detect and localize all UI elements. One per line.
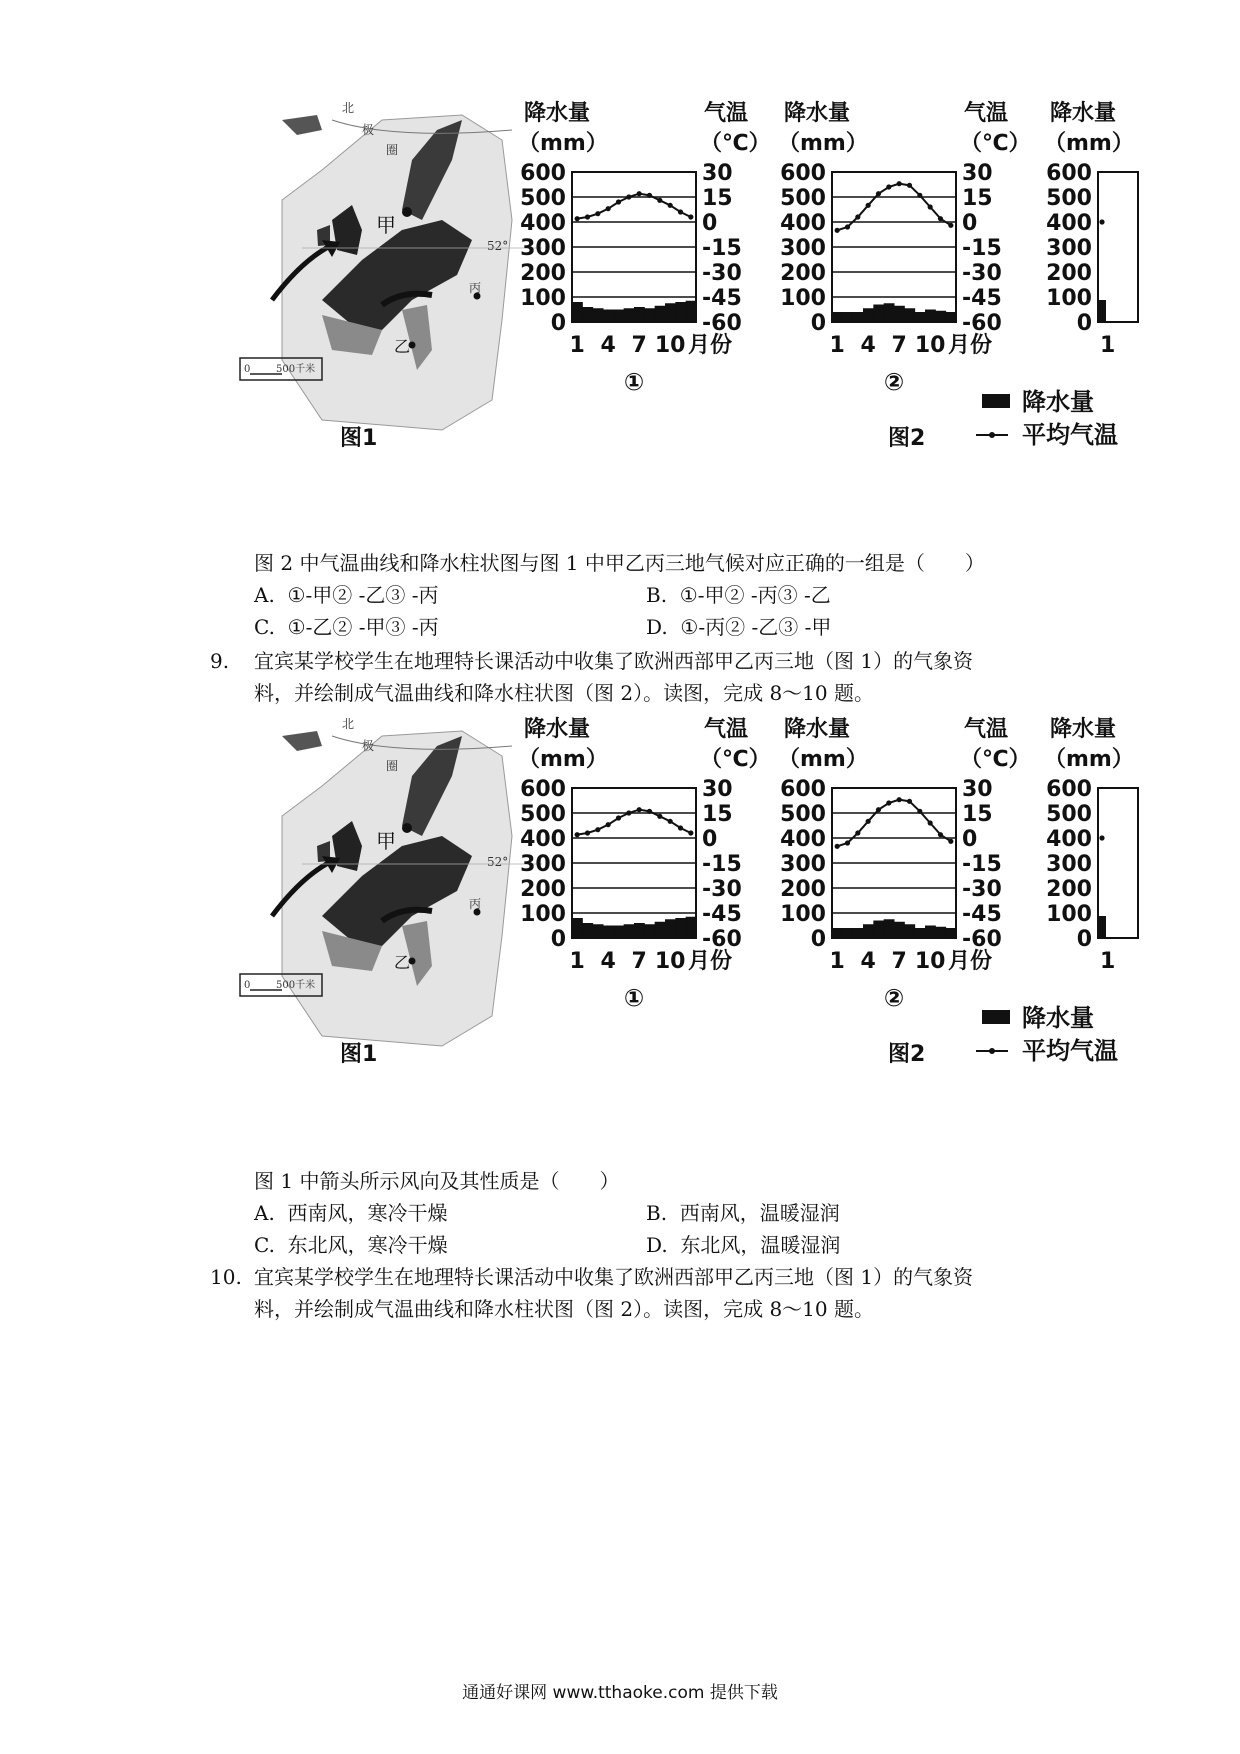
legend-temp-dot <box>989 1048 995 1054</box>
precip-tick-label: 300 <box>780 852 826 877</box>
q9-intro-line2: 料，并绘制成气温曲线和降水柱状图（图 2）。读图，完成 8～10 题。 <box>254 681 874 705</box>
chart-number-label: ② <box>883 984 905 1012</box>
legend-precip-swatch <box>982 1010 1010 1024</box>
precip-bar <box>915 928 926 938</box>
option-key: A. <box>254 583 275 607</box>
right-axis-unit: （℃） <box>700 747 771 772</box>
chart-number-label: ② <box>883 368 905 396</box>
month-tick-label: 7 <box>891 333 907 358</box>
precip-bar <box>644 308 655 322</box>
precip-bar <box>655 306 666 322</box>
precip-bar <box>863 924 874 938</box>
label-polar: 极 <box>362 739 375 753</box>
month-tick-label: 7 <box>631 333 647 358</box>
precip-tick-label: 500 <box>780 802 826 827</box>
left-axis-title: 降水量 <box>1050 717 1117 742</box>
label-jia: 甲 <box>376 829 396 853</box>
month-unit-label: 月份 <box>688 333 733 358</box>
precip-bar <box>894 306 905 322</box>
q8-stem: 图 2 中气温曲线和降水柱状图与图 1 中甲乙丙三地气候对应正确的一组是（ ） <box>254 551 985 575</box>
temp-tick-label: 0 <box>962 211 978 236</box>
left-axis-title: 降水量 <box>524 717 591 742</box>
option-text: 东北风，温暖湿润 <box>680 1233 841 1257</box>
temp-tick-label: -15 <box>962 236 1002 261</box>
option-text: 西南风，寒冷干燥 <box>287 1201 448 1225</box>
temp-point <box>897 797 902 802</box>
precip-tick-label: 100 <box>1046 286 1092 311</box>
precip-bar <box>915 312 926 322</box>
temp-tick-label: 15 <box>962 186 993 211</box>
legend-precip-swatch <box>982 394 1010 408</box>
precip-tick-label: 0 <box>550 311 566 336</box>
left-axis-unit: （mm） <box>518 747 608 772</box>
temp-point <box>678 209 683 214</box>
precip-bar <box>613 926 624 939</box>
precip-bar <box>634 307 645 322</box>
right-axis-unit: （℃） <box>960 131 1031 156</box>
temp-point <box>845 840 850 845</box>
precip-tick-label: 0 <box>1076 927 1092 952</box>
temp-tick-label: 15 <box>962 802 993 827</box>
precip-bar <box>624 308 635 322</box>
precip-tick-label: 600 <box>780 161 826 186</box>
precip-bar <box>572 918 583 938</box>
right-axis-title: 气温 <box>704 101 749 126</box>
temp-point <box>606 822 611 827</box>
precip-bar <box>853 928 864 938</box>
temp-point <box>917 193 922 198</box>
temp-point <box>835 228 840 233</box>
label-north: 北 <box>342 101 355 115</box>
precip-tick-label: 200 <box>1046 877 1092 902</box>
option-text: ①-甲② -丙③ -乙 <box>679 583 831 607</box>
q9-option-d[interactable] <box>646 1230 840 1260</box>
chart-number-label: ① <box>623 368 645 396</box>
precip-tick-label: 500 <box>520 802 566 827</box>
month-tick-label: 1 <box>1100 949 1116 974</box>
precip-tick-label: 100 <box>780 902 826 927</box>
label-52: 52° <box>487 855 509 869</box>
figure-svg-2 <box>244 716 1240 1116</box>
precip-bar <box>946 928 957 938</box>
plot-frame <box>1098 788 1138 938</box>
q9-option-c[interactable] <box>254 1230 448 1260</box>
precip-bar <box>644 924 655 938</box>
precip-tick-label: 0 <box>810 311 826 336</box>
option-text: ①-乙② -甲③ -丙 <box>287 615 439 639</box>
right-axis-unit: （℃） <box>700 131 771 156</box>
temp-tick-label: -15 <box>702 852 742 877</box>
temp-point <box>678 825 683 830</box>
precip-bar <box>603 926 614 939</box>
precip-tick-label: 0 <box>810 927 826 952</box>
point-jia <box>402 207 412 217</box>
temp-point <box>637 807 642 812</box>
temp-tick-label: -15 <box>702 236 742 261</box>
temp-point <box>855 214 860 219</box>
precip-tick-label: 300 <box>520 236 566 261</box>
temp-point <box>835 844 840 849</box>
precip-bar <box>925 926 936 939</box>
temp-point <box>876 191 881 196</box>
scale-start: 0 <box>244 364 251 375</box>
temp-tick-label: 30 <box>962 777 993 802</box>
temp-point <box>575 216 580 221</box>
month-tick-label: 1 <box>1100 333 1116 358</box>
temp-point <box>575 832 580 837</box>
precip-tick-label: 300 <box>520 852 566 877</box>
precip-tick-label: 600 <box>1046 777 1092 802</box>
month-tick-label: 1 <box>569 949 585 974</box>
temp-point <box>626 194 631 199</box>
legend-precip-label: 降水量 <box>1022 1004 1094 1032</box>
temp-point <box>928 820 933 825</box>
month-tick-label: 1 <box>569 333 585 358</box>
option-key: B. <box>646 1201 668 1225</box>
temp-point <box>917 809 922 814</box>
legend-temp-dot <box>989 432 995 438</box>
precip-bar <box>675 918 686 938</box>
temp-tick-label: 15 <box>702 186 733 211</box>
temp-tick-label: -45 <box>702 286 742 311</box>
precip-bar <box>572 302 583 322</box>
precip-tick-label: 200 <box>1046 261 1092 286</box>
label-yi: 乙 <box>394 953 411 972</box>
precip-bar <box>904 924 915 938</box>
precip-bar <box>613 310 624 323</box>
precip-bar <box>925 310 936 323</box>
precip-bar <box>873 305 884 323</box>
precip-bar <box>593 924 604 938</box>
temp-point <box>585 830 590 835</box>
temp-point <box>1099 219 1104 224</box>
precip-bar <box>842 312 853 322</box>
temp-tick-label: 15 <box>702 802 733 827</box>
temp-point <box>595 211 600 216</box>
temp-point <box>897 181 902 186</box>
temp-point <box>866 203 871 208</box>
scale-start: 0 <box>244 980 251 991</box>
chart-number-label: ① <box>623 984 645 1012</box>
precip-tick-label: 400 <box>1046 827 1092 852</box>
temp-point <box>886 800 891 805</box>
left-axis-unit: （mm） <box>1044 747 1134 772</box>
temp-point <box>647 193 652 198</box>
precip-tick-label: 300 <box>1046 852 1092 877</box>
precip-bar <box>686 917 697 938</box>
option-text: 东北风，寒冷干燥 <box>287 1233 448 1257</box>
figure-svg-1 <box>244 100 1240 500</box>
month-unit-label: 月份 <box>948 333 993 358</box>
option-text: 西南风，温暖湿润 <box>679 1201 840 1225</box>
temp-point <box>647 809 652 814</box>
right-axis-unit: （℃） <box>960 747 1031 772</box>
option-key: C. <box>254 1233 275 1257</box>
figure1-caption: 图1 <box>340 1042 378 1067</box>
precip-tick-label: 200 <box>520 877 566 902</box>
precip-bar <box>634 923 645 938</box>
climate-chart-3-partial <box>1044 716 1138 974</box>
temp-point <box>668 819 673 824</box>
temp-tick-label: 0 <box>962 827 978 852</box>
scale-end: 500千米 <box>276 364 316 375</box>
precip-bar <box>655 922 666 938</box>
precip-tick-label: 500 <box>780 186 826 211</box>
temp-point <box>668 203 673 208</box>
label-bing: 丙 <box>469 281 482 295</box>
precip-bar <box>853 312 864 322</box>
climate-chart-2 <box>778 100 1031 396</box>
right-axis-title: 气温 <box>964 101 1009 126</box>
temp-tick-label: -60 <box>962 311 1002 336</box>
precip-bar <box>624 924 635 938</box>
precip-tick-label: 400 <box>780 211 826 236</box>
precip-bar <box>842 928 853 938</box>
q10-number: 10. <box>210 1265 242 1289</box>
label-north: 北 <box>342 717 355 731</box>
temp-point <box>606 206 611 211</box>
temp-point <box>928 204 933 209</box>
temp-tick-label: 0 <box>702 827 718 852</box>
temp-point <box>886 184 891 189</box>
precip-tick-label: 500 <box>1046 802 1092 827</box>
europe-map <box>240 716 542 1046</box>
month-unit-label: 月份 <box>688 949 733 974</box>
temp-tick-label: -30 <box>962 877 1002 902</box>
label-polar: 极 <box>362 123 375 137</box>
left-axis-unit: （mm） <box>1044 131 1134 156</box>
temp-point <box>657 198 662 203</box>
temp-point <box>616 199 621 204</box>
precip-tick-label: 100 <box>780 286 826 311</box>
left-axis-title: 降水量 <box>784 101 851 126</box>
left-axis-title: 降水量 <box>784 717 851 742</box>
precip-tick-label: 600 <box>520 161 566 186</box>
temp-tick-label: -45 <box>962 902 1002 927</box>
temp-point <box>845 224 850 229</box>
precip-bar <box>1098 916 1106 938</box>
temp-tick-label: 30 <box>702 161 733 186</box>
temp-tick-label: 0 <box>702 211 718 236</box>
temp-tick-label: -15 <box>962 852 1002 877</box>
precip-bar <box>873 921 884 939</box>
q9-option-b[interactable] <box>646 1198 840 1228</box>
left-axis-unit: （mm） <box>518 131 608 156</box>
month-tick-label: 4 <box>860 949 876 974</box>
precip-tick-label: 400 <box>1046 211 1092 236</box>
precip-bar <box>832 928 843 938</box>
q9-option-a[interactable] <box>254 1198 448 1228</box>
label-circle: 圈 <box>386 143 399 157</box>
climate-chart-1 <box>518 100 771 396</box>
label-circle: 圈 <box>386 759 399 773</box>
month-tick-label: 10 <box>654 333 686 358</box>
month-tick-label: 4 <box>860 333 876 358</box>
temp-point <box>688 830 693 835</box>
precip-bar <box>935 311 946 322</box>
figure-block-2 <box>244 716 1240 1116</box>
precip-bar <box>603 310 614 323</box>
temp-tick-label: -30 <box>702 877 742 902</box>
precip-tick-label: 100 <box>520 286 566 311</box>
q10-intro-line2: 料，并绘制成气温曲线和降水柱状图（图 2）。读图，完成 8～10 题。 <box>254 1297 874 1321</box>
precip-bar <box>863 308 874 322</box>
temp-tick-label: -45 <box>702 902 742 927</box>
temp-point <box>866 819 871 824</box>
temp-point <box>616 815 621 820</box>
precip-bar <box>884 919 895 938</box>
precip-bar <box>832 312 843 322</box>
precip-tick-label: 300 <box>1046 236 1092 261</box>
month-tick-label: 7 <box>891 949 907 974</box>
option-key: C. <box>254 615 275 639</box>
climate-chart-3-partial <box>1044 100 1138 358</box>
q9-intro-line1: 宜宾某学校学生在地理特长课活动中收集了欧洲西部甲乙丙三地（图 1）的气象资 <box>254 649 974 673</box>
option-text: ①-丙② -乙③ -甲 <box>680 615 832 639</box>
page-footer: 通通好课网 www.tthaoke.com 提供下载 <box>462 1683 778 1703</box>
month-tick-label: 10 <box>914 949 946 974</box>
left-axis-unit: （mm） <box>778 131 868 156</box>
temp-tick-label: -60 <box>702 311 742 336</box>
temp-point <box>938 832 943 837</box>
precip-bar <box>946 312 957 322</box>
q8-option-d[interactable] <box>646 612 831 642</box>
option-key: B. <box>646 583 668 607</box>
precip-bar <box>894 922 905 938</box>
label-bing: 丙 <box>469 897 482 911</box>
temp-tick-label: 30 <box>702 777 733 802</box>
temp-point <box>595 827 600 832</box>
point-jia <box>402 823 412 833</box>
month-tick-label: 4 <box>600 949 616 974</box>
option-key: A. <box>254 1201 275 1225</box>
precip-bar <box>582 307 593 322</box>
precip-tick-label: 200 <box>780 877 826 902</box>
precip-bar <box>582 923 593 938</box>
temp-point <box>1099 835 1104 840</box>
precip-bar <box>935 927 946 938</box>
option-key: D. <box>646 615 668 639</box>
precip-bar <box>665 919 676 938</box>
q8-option-b[interactable] <box>646 580 831 610</box>
temp-point <box>876 807 881 812</box>
temp-tick-label: -60 <box>962 927 1002 952</box>
option-key: D. <box>646 1233 668 1257</box>
precip-tick-label: 600 <box>780 777 826 802</box>
scale-end: 500千米 <box>276 980 316 991</box>
month-unit-label: 月份 <box>948 949 993 974</box>
temp-tick-label: -60 <box>702 927 742 952</box>
month-tick-label: 1 <box>829 949 845 974</box>
temp-point <box>907 183 912 188</box>
temp-tick-label: -30 <box>702 261 742 286</box>
q8-option-a[interactable] <box>254 580 438 610</box>
left-axis-title: 降水量 <box>524 101 591 126</box>
precip-bar <box>1098 300 1106 322</box>
plot-frame <box>1098 172 1138 322</box>
month-tick-label: 1 <box>829 333 845 358</box>
option-text: ①-甲② -乙③ -丙 <box>287 583 439 607</box>
legend-precip-label: 降水量 <box>1022 388 1094 416</box>
precip-tick-label: 0 <box>550 927 566 952</box>
legend-temp-label: 平均气温 <box>1022 421 1118 449</box>
month-tick-label: 7 <box>631 949 647 974</box>
precip-tick-label: 400 <box>780 827 826 852</box>
right-axis-title: 气温 <box>964 717 1009 742</box>
precip-tick-label: 0 <box>1076 311 1092 336</box>
q10-intro-line1: 宜宾某学校学生在地理特长课活动中收集了欧洲西部甲乙丙三地（图 1）的气象资 <box>254 1265 974 1289</box>
temp-point <box>907 799 912 804</box>
temp-point <box>657 814 662 819</box>
q8-option-c[interactable] <box>254 612 439 642</box>
month-tick-label: 10 <box>654 949 686 974</box>
europe-map <box>240 100 542 430</box>
precip-tick-label: 500 <box>520 186 566 211</box>
climate-chart-2 <box>778 716 1031 1012</box>
climate-chart-1 <box>518 716 771 1012</box>
legend-temp-label: 平均气温 <box>1022 1037 1118 1065</box>
precip-bar <box>675 302 686 322</box>
precip-tick-label: 600 <box>1046 161 1092 186</box>
temp-tick-label: -45 <box>962 286 1002 311</box>
figure1-caption: 图1 <box>340 426 378 451</box>
month-tick-label: 10 <box>914 333 946 358</box>
temp-point <box>688 214 693 219</box>
left-axis-unit: （mm） <box>778 747 868 772</box>
precip-bar <box>904 308 915 322</box>
temp-point <box>948 223 953 228</box>
left-axis-title: 降水量 <box>1050 101 1117 126</box>
temp-tick-label: 30 <box>962 161 993 186</box>
figure-block-1 <box>244 100 1240 500</box>
precip-tick-label: 200 <box>520 261 566 286</box>
precip-tick-label: 100 <box>520 902 566 927</box>
figure2-caption: 图2 <box>888 426 926 451</box>
precip-tick-label: 400 <box>520 827 566 852</box>
precip-tick-label: 100 <box>1046 902 1092 927</box>
precip-tick-label: 300 <box>780 236 826 261</box>
right-axis-title: 气温 <box>704 717 749 742</box>
temp-point <box>626 810 631 815</box>
temp-point <box>855 830 860 835</box>
temp-point <box>585 214 590 219</box>
precip-tick-label: 600 <box>520 777 566 802</box>
temp-tick-label: -30 <box>962 261 1002 286</box>
label-52: 52° <box>487 239 509 253</box>
precip-tick-label: 200 <box>780 261 826 286</box>
precip-bar <box>884 303 895 322</box>
temp-point <box>637 191 642 196</box>
precip-bar <box>686 301 697 322</box>
precip-tick-label: 400 <box>520 211 566 236</box>
label-jia: 甲 <box>376 213 396 237</box>
temp-point <box>948 839 953 844</box>
temp-point <box>938 216 943 221</box>
q9-number: 9. <box>210 649 230 673</box>
q9-stem: 图 1 中箭头所示风向及其性质是（ ） <box>254 1169 620 1193</box>
precip-tick-label: 500 <box>1046 186 1092 211</box>
precip-bar <box>665 303 676 322</box>
label-yi: 乙 <box>394 337 411 356</box>
precip-bar <box>593 308 604 322</box>
month-tick-label: 4 <box>600 333 616 358</box>
figure2-caption: 图2 <box>888 1042 926 1067</box>
